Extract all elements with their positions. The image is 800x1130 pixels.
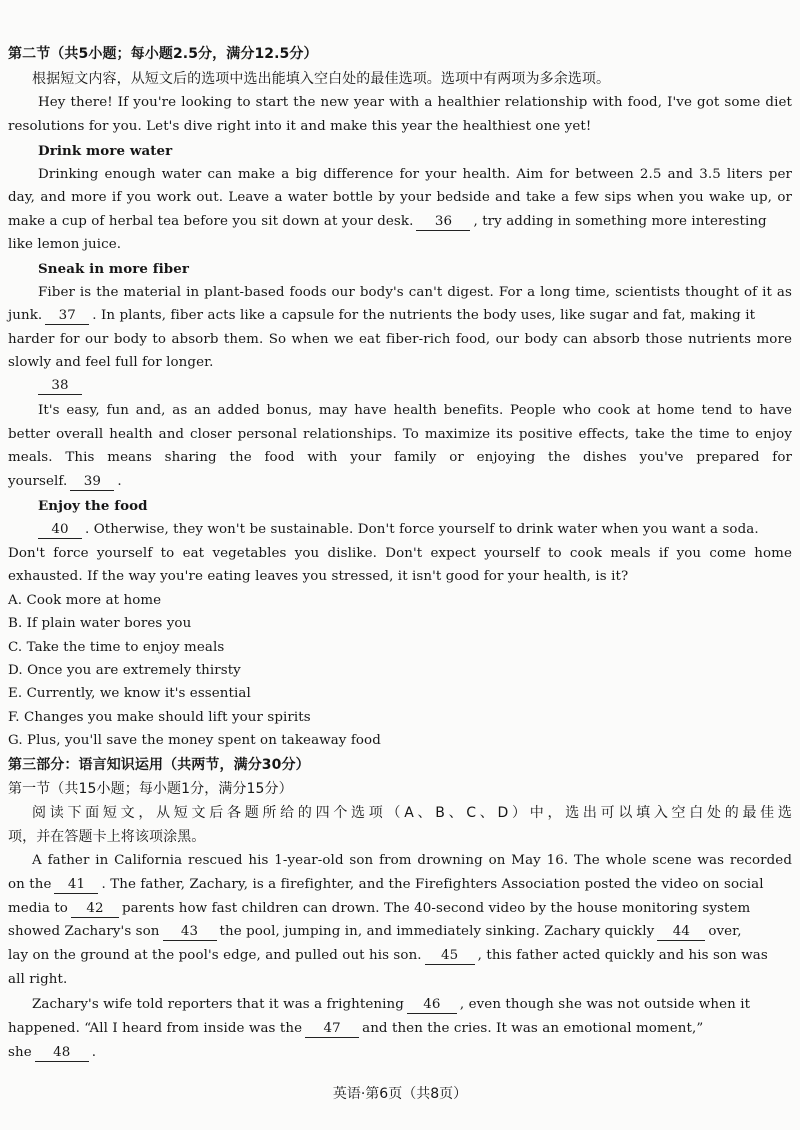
blank-42: 42 [71, 901, 119, 918]
section-header: 第二节（共5小题；每小题2.5分，满分12.5分） [8, 46, 318, 62]
cloze-text: on the [8, 877, 52, 892]
cloze-line [8, 1019, 792, 1039]
passage-line: meals. This means sharing the food with your family or enjoying the dishes you've prepared for [8, 450, 792, 465]
cloze-text: . The father, Zachary, is a firefighter, and the Firefighters Association posted the video on social [101, 877, 764, 892]
passage-line: resolutions for you. Let's dive right into it and make this year the healthiest one yet! [8, 119, 592, 134]
blank-44: 44 [657, 924, 705, 941]
subheading-enjoy: Enjoy the food [38, 498, 148, 514]
section-instruction: 根据短文内容，从短文后的选项中选出能填入空白处的最佳选项。选项中有两项为多余选项。 [32, 71, 611, 87]
passage-line: better overall health and closer personal relationships. To maximize its positive effects, take the time to enjoy [8, 427, 792, 442]
part3-instruction: 项，并在答题卡上将该项涂黑。 [8, 829, 206, 845]
cloze-text: lay on the ground at the pool's edge, and pulled out his son. [8, 948, 422, 963]
blank-43: 43 [163, 924, 217, 941]
cloze-line [8, 1043, 792, 1063]
subheading-fiber: Sneak in more fiber [38, 261, 190, 277]
option-f: F. Changes you make should lift your spirits [8, 710, 311, 725]
cloze-line [8, 875, 792, 895]
passage-text: make a cup of herbal tea before you sit down at your desk. [8, 214, 414, 229]
passage-text: . Otherwise, they won't be sustainable. Don't force yourself to drink water when you want a soda. [85, 522, 759, 537]
passage-line: slowly and feel full for longer. [8, 355, 214, 370]
blank-47: 47 [305, 1021, 359, 1038]
cloze-text: parents how fast children can drown. The 40-second video by the house monitoring system [121, 901, 751, 916]
cloze-text: and then the cries. It was an emotional moment,” [362, 1021, 704, 1036]
passage-line: exhausted. If the way you're eating leaves you stressed, it isn't good for your health, is it? [8, 569, 629, 584]
option-b: B. If plain water bores you [8, 616, 192, 631]
passage-line: Drinking enough water can make a big difference for your health. Aim for between 2.5 and 3.5 liters per [38, 167, 792, 182]
blank-38: 38 [38, 378, 82, 395]
cloze-text: she [8, 1045, 32, 1060]
cloze-line [32, 995, 792, 1015]
passage-line [8, 212, 792, 232]
passage-line: Hey there! If you're looking to start the new year with a healthier relationship with food, I've got some diet [38, 95, 792, 110]
passage-text: junk. [8, 308, 43, 323]
option-d: D. Once you are extremely thirsty [8, 663, 241, 678]
passage-line: Fiber is the material in plant-based foods our body's can't digest. For a long time, scientists thought of it as [38, 285, 792, 300]
part3-instruction: 阅读下面短文，从短文后各题所给的四个选项（A、B、C、D）中，选出可以填入空白处的最佳选 [32, 805, 792, 821]
cloze-text: the pool, jumping in, and immediately sinking. Zachary quickly [219, 924, 655, 939]
cloze-text: , this father acted quickly and his son was [477, 948, 768, 963]
passage-line: It's easy, fun and, as an added bonus, may have health benefits. People who cook at home tend to have [38, 403, 792, 418]
passage-line: yourself. 39 . [8, 474, 122, 489]
blank-48: 48 [35, 1045, 89, 1062]
cloze-text: Zachary's wife told reporters that it was a frightening [32, 997, 404, 1012]
subheading-water: Drink more water [38, 143, 173, 159]
part3-section-header: 第一节（共15小题；每小题1分，满分15分） [8, 781, 293, 797]
part3-header: 第三部分：语言知识运用（共两节，满分30分） [8, 757, 310, 773]
passage-line: like lemon juice. [8, 237, 122, 252]
option-a: A. Cook more at home [8, 593, 162, 608]
passage-line: Don't force yourself to eat vegetables you dislike. Don't expect yourself to cook meals if you come home [8, 546, 792, 561]
passage-text: . In plants, fiber acts like a capsule for the nutrients the body uses, like sugar and fat, making it [92, 308, 756, 323]
cloze-line [8, 899, 792, 919]
passage-line: day, and more if you work out. Leave a water bottle by your bedside and take a few sips when you wake up, or [8, 190, 792, 205]
passage-text: , try adding in something more interesting [473, 214, 767, 229]
blank-38-line [8, 376, 792, 396]
blank-40: 40 [38, 522, 82, 539]
cloze-line [8, 922, 792, 942]
option-e: E. Currently, we know it's essential [8, 686, 251, 701]
passage-line [8, 520, 792, 540]
cloze-line: all right. [8, 972, 68, 987]
cloze-text: , even though she was not outside when it [459, 997, 751, 1012]
cloze-text: showed Zachary's son [8, 924, 160, 939]
cloze-text: . [91, 1045, 97, 1060]
passage-line: harder for our body to absorb them. So when we eat fiber-rich food, our body can absorb those nutrients more [8, 332, 792, 347]
blank-45: 45 [425, 948, 475, 965]
option-c: C. Take the time to enjoy meals [8, 640, 225, 655]
page-footer: 英语·第6页（共8页） [332, 1086, 468, 1102]
blank-39: 39 [70, 474, 114, 491]
blank-37: 37 [45, 308, 89, 325]
cloze-line: A father in California rescued his 1-year-old son from drowning on May 16. The whole scene was recorded [32, 853, 792, 868]
passage-line [8, 306, 792, 326]
cloze-line [8, 946, 792, 966]
cloze-text: over, [708, 924, 742, 939]
passage-text: yourself. [8, 474, 68, 489]
option-g: G. Plus, you'll save the money spent on takeaway food [8, 733, 381, 748]
blank-36: 36 [416, 214, 470, 231]
blank-46: 46 [407, 997, 457, 1014]
blank-41: 41 [54, 877, 98, 894]
cloze-text: media to [8, 901, 68, 916]
cloze-text: happened. “All I heard from inside was the [8, 1021, 303, 1036]
